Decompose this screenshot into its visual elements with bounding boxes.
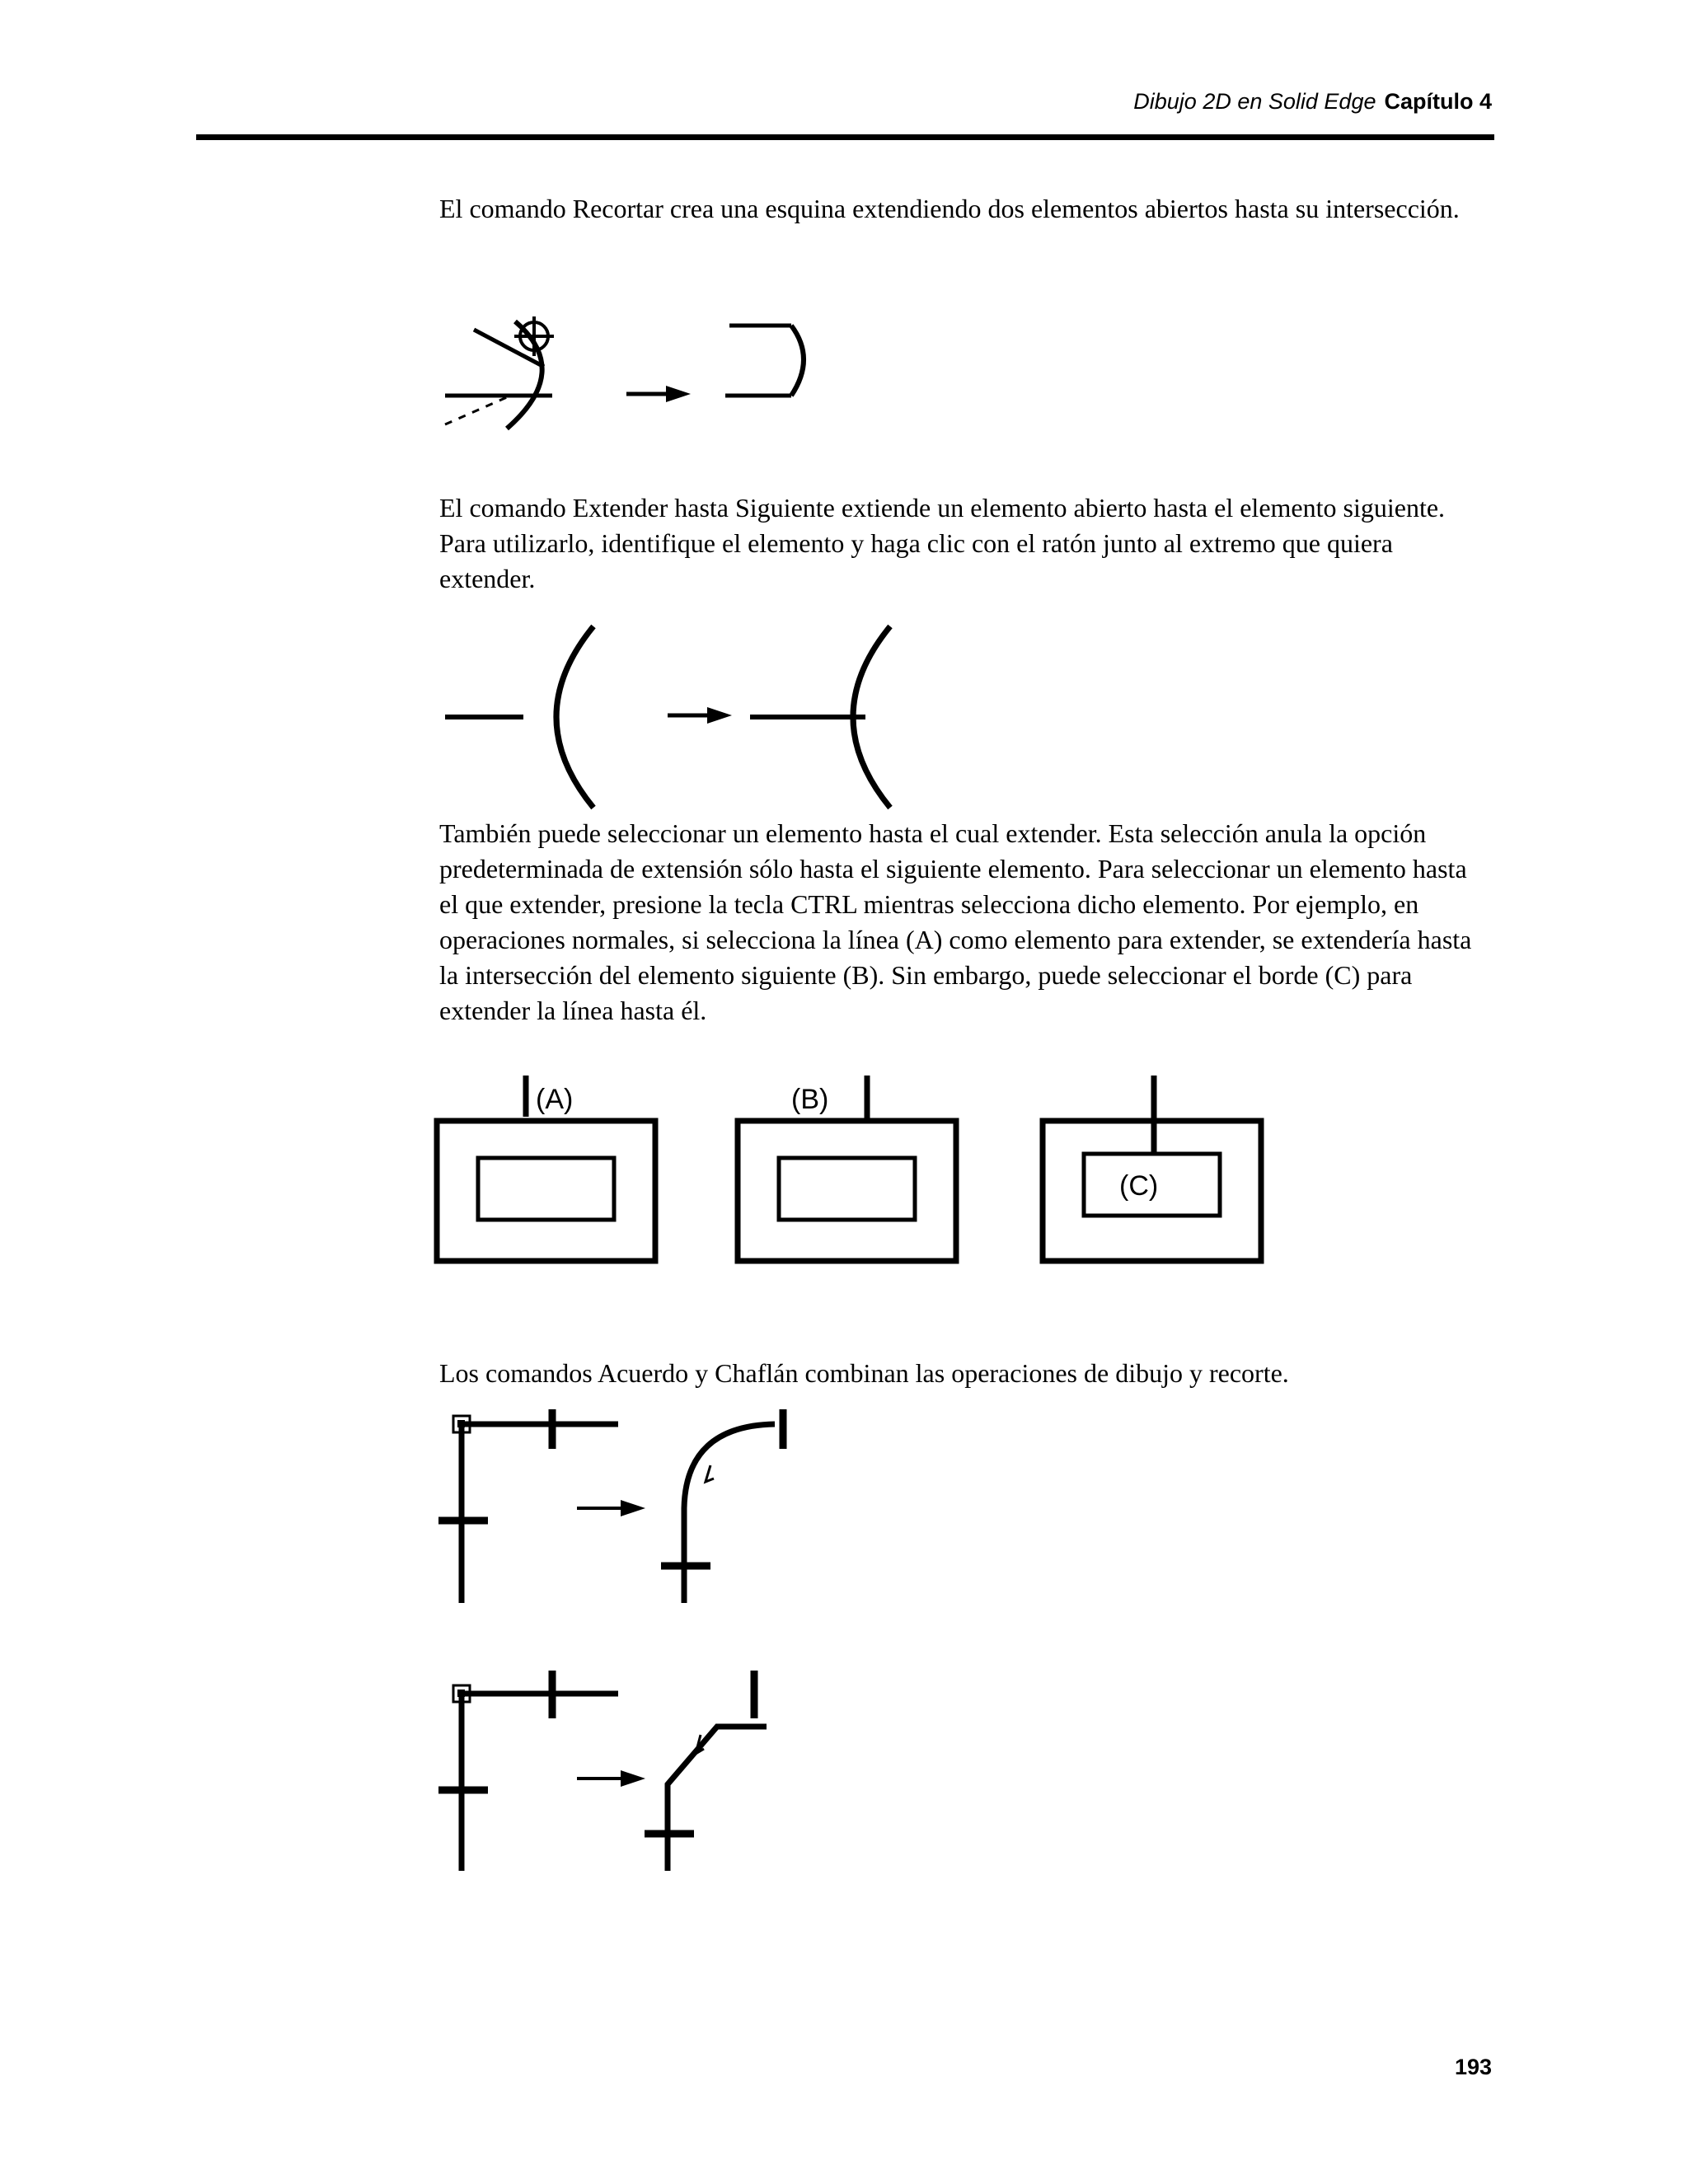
page-header (0, 89, 1688, 115)
figure-extender (429, 610, 1006, 845)
figure-acuerdo-chaflan (429, 1409, 1006, 1924)
figure-recortar (429, 305, 940, 474)
header-chapter: Capítulo 4 (1384, 89, 1492, 114)
header-divider (196, 134, 1494, 140)
header-book-title: Dibujo 2D en Solid Edge (1133, 89, 1376, 114)
label-b: (B) (791, 1084, 829, 1115)
figure-abc (429, 1071, 1269, 1282)
paragraph-seleccion: También puede seleccionar un elemento hasta el cual extender. Esta selección anula la opción predeterminada de extensión sólo hasta el siguiente elemento. Para seleccionar un elemento hasta el que extender, presione la tecla CTRL mientras selecciona dicho elemento. Por ejemplo, en operaciones normales, si selecciona la línea (A) como elemento para extender, se extendería hasta la intersección del elemento siguiente (B). Sin embargo, puede seleccionar el borde (C) para extender la línea hasta él. (439, 818, 1472, 1025)
extender-siguiente-svg (429, 610, 1006, 841)
label-c: (C) (1119, 1170, 1159, 1202)
label-a: (A) (536, 1084, 574, 1115)
paragraph-extender-siguiente: El comando Extender hasta Siguiente extiende un elemento abierto hasta el elemento siguiente. Para utilizarlo, identifique el elemento y haga clic con el ratón junto al extremo que quiera extender. (439, 493, 1446, 593)
acuerdo-chaflan-svg (429, 1409, 1006, 1920)
recortar-esquina-svg (429, 305, 940, 470)
abc-boxes-svg (429, 1071, 1269, 1277)
paragraph-acuerdo-chaflan: Los comandos Acuerdo y Chaflán combinan las operaciones de dibujo y recorte. (439, 1358, 1289, 1388)
page-number: 193 (1454, 2055, 1492, 2079)
paragraph-recortar: El comando Recortar crea una esquina extendiendo dos elementos abiertos hasta su intersección. (439, 194, 1460, 223)
